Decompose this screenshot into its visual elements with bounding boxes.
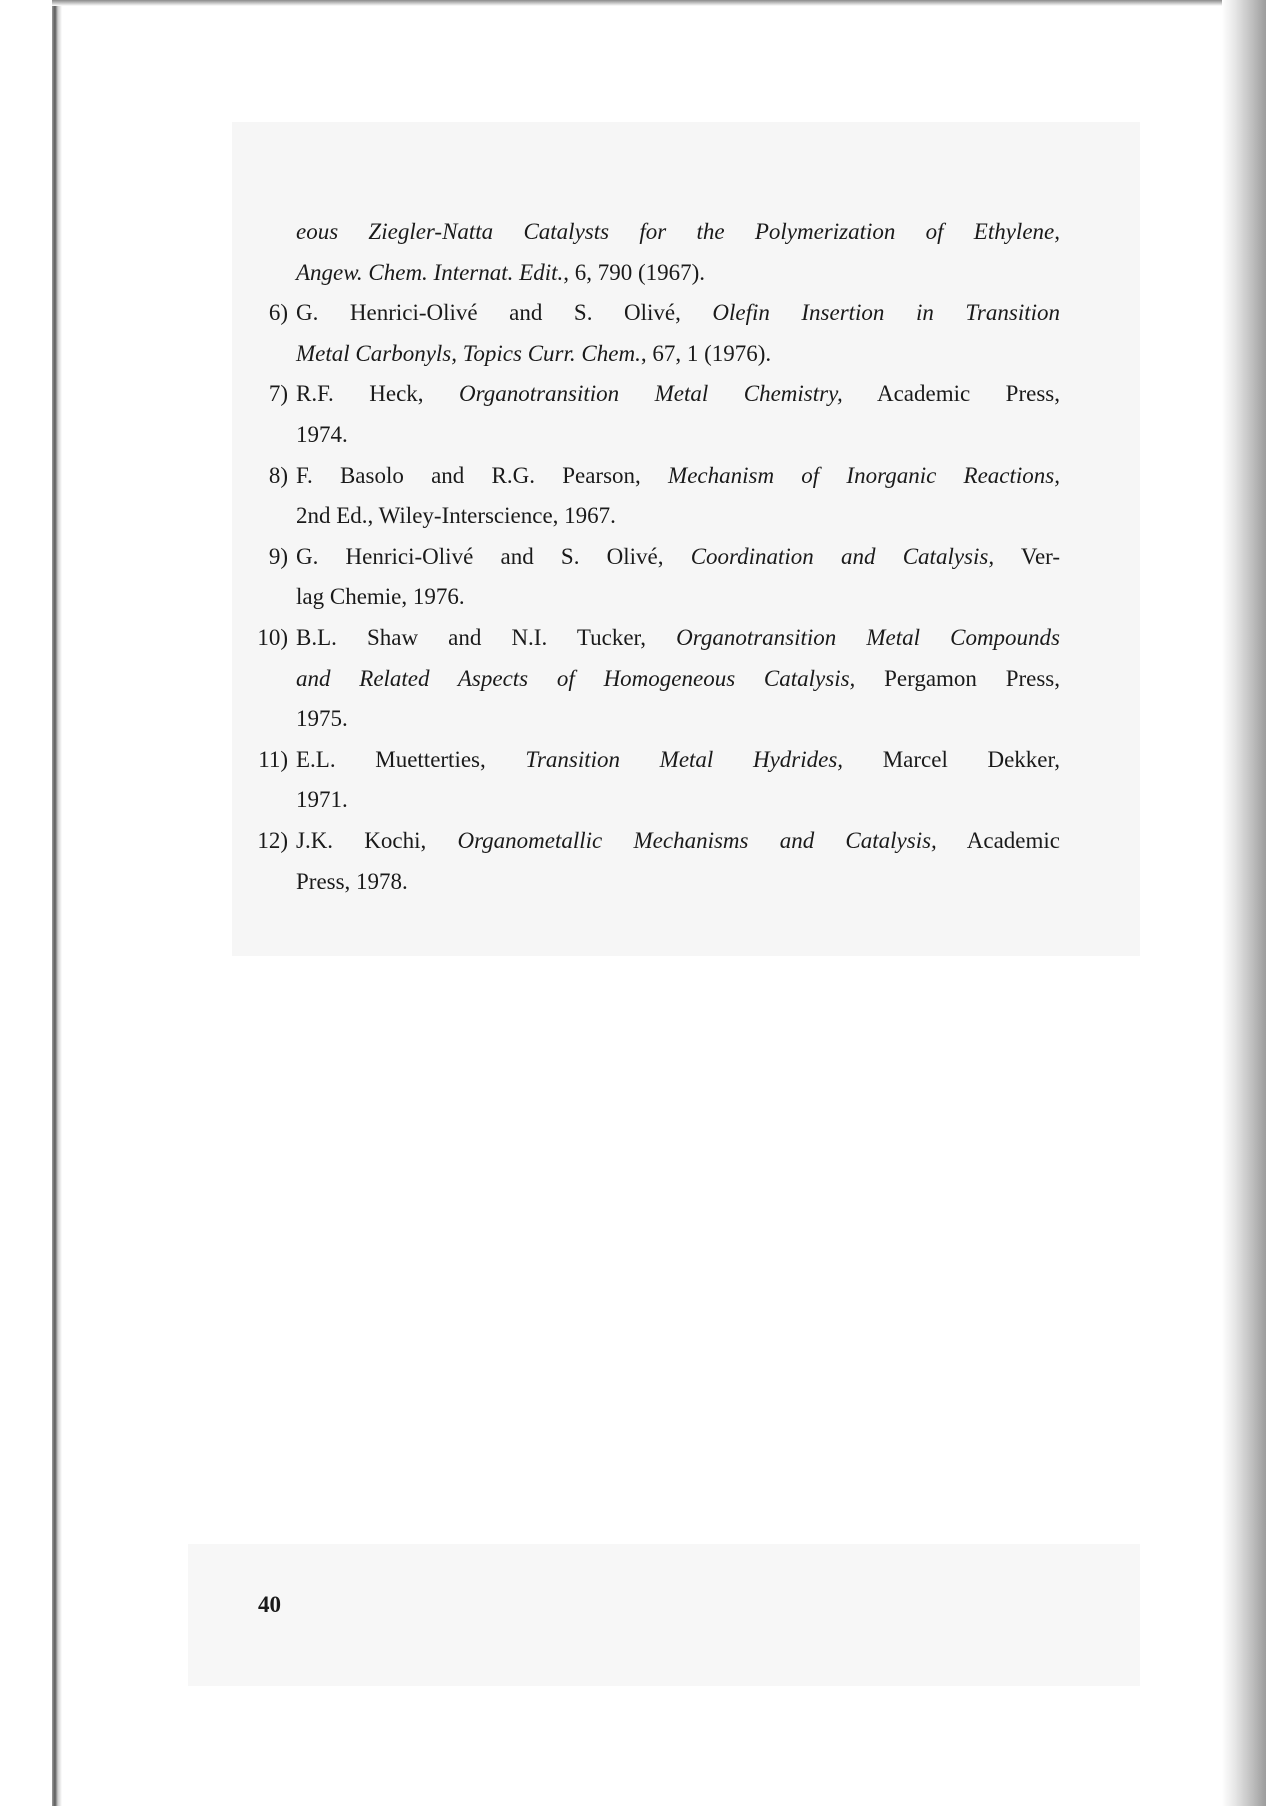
reference-title-text: Olefin Insertion in Transition	[712, 300, 1060, 326]
reference-text: J.K. Kochi,	[296, 827, 458, 853]
reference-number: 8)	[268, 462, 288, 488]
reference-text: 1975.	[296, 706, 348, 732]
reference-title-text: Organotransition Metal Compounds	[676, 624, 1061, 650]
reference-title-text: Transition Metal Hydrides,	[525, 746, 844, 772]
reference-title-text: eous Ziegler-Natta Catalysts for the Polymerization of Ethylene,	[296, 219, 1060, 244]
reference-text: B.L. Shaw and N.I. Tucker,	[296, 624, 677, 650]
reference-number: 9)	[268, 543, 288, 569]
reference-line	[296, 659, 1060, 700]
reference-number: 10)	[257, 624, 288, 650]
reference-number: 7)	[268, 381, 288, 407]
reference-entry	[240, 537, 1060, 618]
reference-text: 1971.	[296, 787, 348, 813]
reference-line	[296, 618, 1060, 659]
reference-number: 12)	[257, 827, 288, 853]
reference-title-text: Organotransition Metal Chemistry,	[459, 381, 843, 407]
reference-text: , 67, 1 (1976).	[640, 340, 772, 366]
reference-line	[296, 293, 1060, 334]
reference-line	[296, 496, 1060, 537]
reference-text: F. Basolo and R.G. Pearson,	[296, 462, 669, 488]
reference-text: G. Henrici-Olivé and S. Olivé,	[296, 543, 691, 569]
reference-entry	[240, 618, 1060, 740]
reference-title-text: Coordination and Catalysis,	[690, 543, 995, 569]
page-number: 40	[258, 1592, 281, 1617]
top-edge	[52, 0, 1232, 6]
reference-text: Ver-	[994, 543, 1061, 569]
reference-text: lag Chemie, 1976.	[296, 584, 465, 610]
page-edge-shadow	[1222, 0, 1266, 1806]
reference-text: G. Henrici-Olivé and S. Olivé,	[296, 300, 713, 326]
reference-entry	[240, 293, 1060, 374]
reference-line	[296, 821, 1060, 862]
reference-text: Academic	[936, 827, 1060, 853]
reference-text: Pergamon Press,	[855, 665, 1061, 691]
reference-line	[296, 253, 1060, 294]
reference-title-text: and Related Aspects of Homogeneous Catalysis,	[296, 665, 856, 691]
reference-entry	[240, 374, 1060, 455]
reference-line	[296, 537, 1060, 578]
reference-line	[296, 415, 1060, 456]
reference-number: 11)	[258, 746, 288, 772]
reference-line	[296, 374, 1060, 415]
reference-number: 6)	[268, 300, 288, 326]
reference-text: R.F. Heck,	[296, 381, 459, 407]
reference-entry	[240, 212, 1060, 293]
reference-text: 2nd Ed., Wiley-Interscience, 1967.	[296, 503, 616, 529]
reference-title-text: Mechanism of Inorganic Reactions,	[668, 462, 1060, 488]
reference-line	[296, 699, 1060, 740]
reference-entry	[240, 821, 1060, 902]
reference-line	[296, 862, 1060, 903]
reference-text: , 6, 790 (1967).	[563, 259, 706, 285]
reference-entry	[240, 456, 1060, 537]
reference-line	[296, 780, 1060, 821]
reference-list	[240, 212, 1060, 902]
reference-title-text: Organometallic Mechanisms and Catalysis,	[457, 827, 937, 853]
scan-tint-footer	[188, 1544, 1140, 1686]
reference-text: E.L. Muetterties,	[296, 746, 526, 772]
reference-line	[296, 577, 1060, 618]
reference-entry	[240, 740, 1060, 821]
reference-line	[296, 212, 1060, 253]
reference-text: 1974.	[296, 421, 348, 447]
reference-line	[296, 456, 1060, 497]
reference-text: Academic Press,	[842, 381, 1060, 407]
reference-title-text: Angew. Chem. Internat. Edit.	[296, 259, 564, 285]
reference-line	[296, 740, 1060, 781]
reference-title-text: Metal Carbonyls, Topics Curr. Chem.	[296, 340, 641, 366]
binding-edge	[52, 0, 62, 1806]
reference-text: Press, 1978.	[296, 868, 408, 894]
reference-line	[296, 334, 1060, 375]
reference-text: Marcel Dekker,	[843, 746, 1060, 772]
